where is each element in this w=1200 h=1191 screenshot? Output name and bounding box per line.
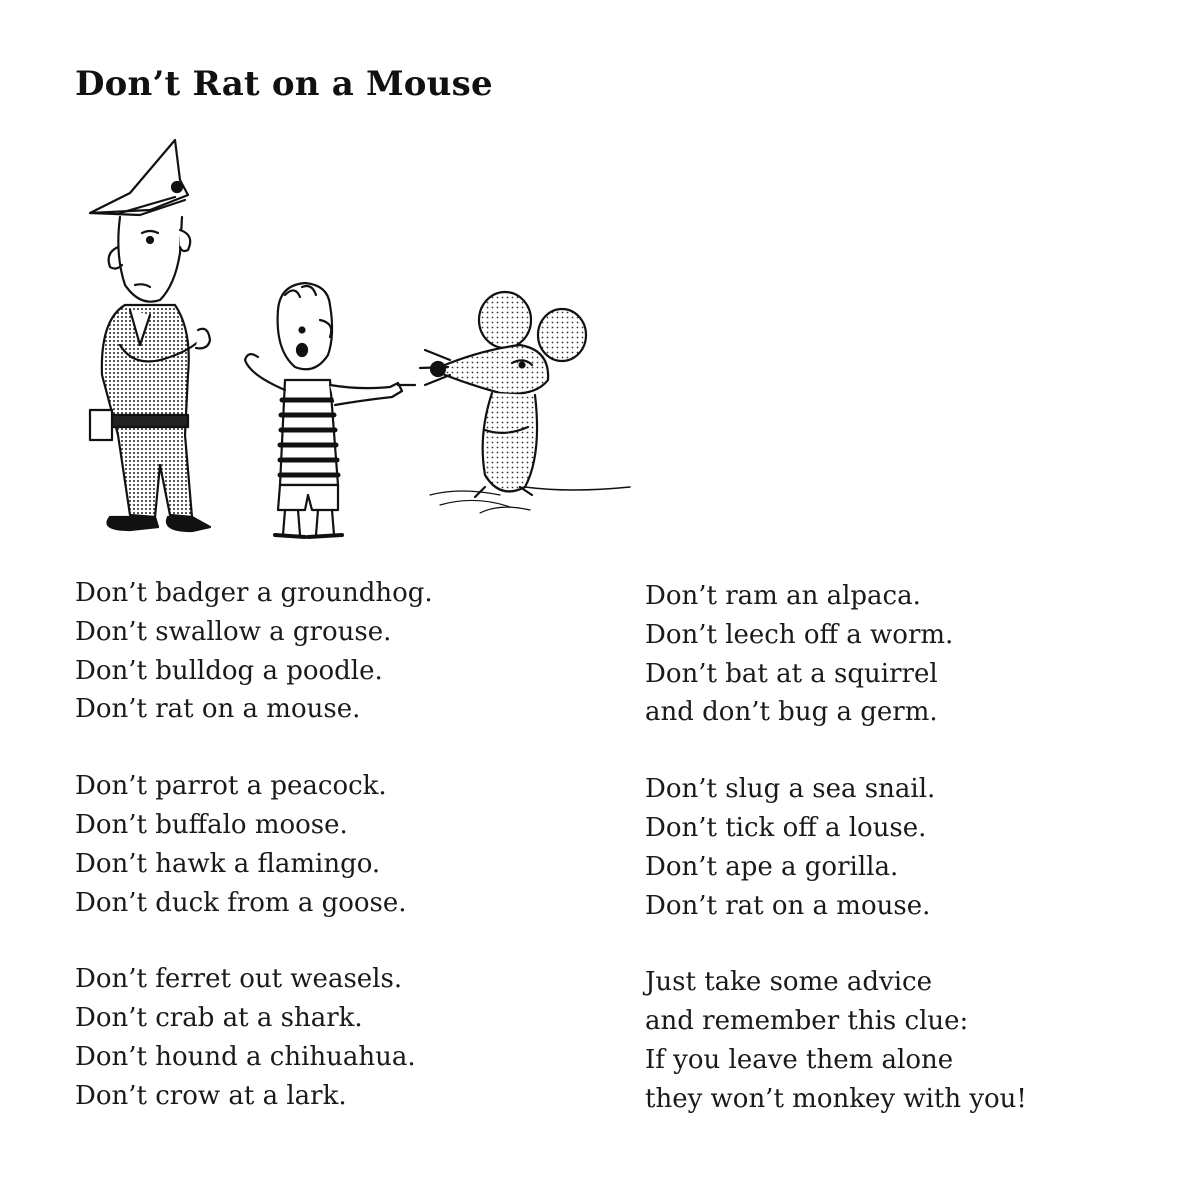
stanza (75, 960, 595, 1115)
poem-right-column (645, 577, 1165, 1157)
police-officer-icon (90, 140, 210, 531)
poem-line: Don’t badger a groundhog. (75, 578, 433, 608)
poem-line: Don’t hound a chihuahua. (75, 1041, 416, 1072)
boy-pointing-icon (245, 283, 415, 537)
poem-line: Don’t leech off a worm. (645, 619, 954, 650)
poem-line: Don’t buffalo moose. (75, 809, 348, 840)
poem-line: Don’t rat on a mouse. (645, 890, 931, 921)
mouse-icon (420, 292, 630, 513)
cartoon-illustration (80, 135, 640, 545)
poem-line: Don’t bat at a squirrel (645, 658, 938, 689)
stanza (75, 767, 595, 922)
poem-line: Don’t ram an alpaca. (645, 581, 921, 611)
poem-line: Don’t hawk a flamingo. (75, 848, 381, 879)
poem-line: Don’t crab at a shark. (75, 1003, 363, 1034)
poem-line: Don’t rat on a mouse. (75, 694, 361, 725)
stanza (645, 963, 1165, 1118)
poem-line: they won’t monkey with you! (645, 1083, 1027, 1114)
poem-line: Don’t duck from a goose. (75, 887, 407, 918)
poem-line: If you leave them alone (645, 1044, 954, 1075)
stanza (75, 574, 595, 729)
poem-line: Don’t tick off a louse. (645, 812, 927, 843)
stanza (645, 577, 1165, 732)
stanza (645, 770, 1165, 925)
page-title: Don’t Rat on a Mouse (75, 64, 493, 104)
poem-line: and remember this clue: (645, 1006, 969, 1037)
poem-line: and don’t bug a germ. (645, 697, 938, 728)
poem-line: Don’t swallow a grouse. (75, 616, 392, 647)
poem-line: Don’t bulldog a poodle. (75, 655, 383, 686)
poem-line: Just take some advice (645, 967, 932, 998)
poem-line: Don’t ape a gorilla. (645, 851, 899, 882)
poem-line: Don’t ferret out weasels. (75, 964, 403, 995)
poem-left-column (75, 574, 595, 1154)
poem-line: Don’t crow at a lark. (75, 1080, 347, 1111)
poem-line: Don’t slug a sea snail. (645, 774, 936, 805)
poem-line: Don’t parrot a peacock. (75, 771, 387, 802)
